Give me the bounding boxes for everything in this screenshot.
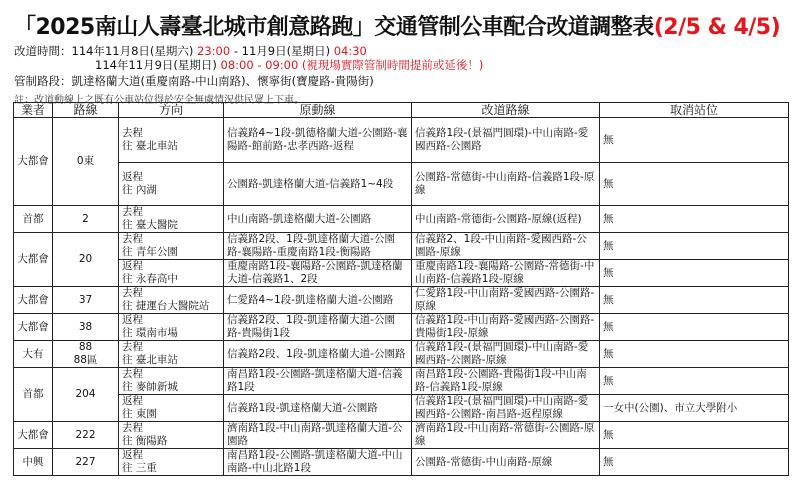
operator-cell: 大都會 [14,422,53,449]
operator-cell: 大都會 [14,233,53,287]
original-route-cell: 信義路2段、1段-凱達格蘭大道-公園路-貴陽街1段 [224,314,412,341]
cancelled-stops-cell: 無 [600,118,789,163]
table-row [14,260,789,287]
table-row [14,314,789,341]
direction-cell: 去程 往 麥帥新城 [119,368,224,395]
detour-route-cell: 重慶南路1段-襄陽路-公園路-常德街-中山南路-信義路1段-原線 [412,260,600,287]
original-route-cell: 南昌路1段-公園路-凱達格蘭大道-信義路1段 [224,368,412,395]
operator-cell: 大都會 [14,287,53,314]
detour-table [13,102,789,476]
original-route-cell: 信義路4~1段-凱德格蘭大道-公園路-襄陽路-館前路-忠孝西路-返程 [224,118,412,163]
route-cell: 20 [53,233,119,287]
direction-cell: 去程 往 臺北車站 [119,341,224,368]
operator-cell: 首都 [14,368,53,422]
schedule-time: 08:00 - 09:00 [220,58,299,72]
cancelled-stops-cell: 無 [600,163,789,206]
original-route-cell: 仁愛路4~1段-凱達格蘭大道-公園路 [224,287,412,314]
page-title [14,10,780,41]
cancelled-stops-cell: 無 [600,422,789,449]
route-cell: 2 [53,206,119,233]
original-route-cell: 濟南路1段-中山南路-凱達格蘭大道-公園路 [224,422,412,449]
control-text: 凱達格蘭大道(重慶南路-中山南路)、懷寧街(寶慶路-貴陽街) [71,74,374,88]
schedule-label: 改道時間： [14,44,72,58]
table-row [14,206,789,233]
schedule-date: - 11月9日(星期日) [230,44,334,58]
original-route-cell: 信義路1段-凱達格蘭大道-公園路 [224,395,412,422]
operator-cell: 大都會 [14,118,53,206]
table-row [14,368,789,395]
route-cell: 0東 [53,118,119,206]
column-header-original-route: 原動線 [224,103,412,118]
original-route-cell: 信義路2段、1段-凱達格蘭大道-公園路-襄陽路-重慶南路1段-衡陽路 [224,233,412,260]
detour-route-cell: 濟南路1段-中山南路-常德街-公園路-原線 [412,422,600,449]
cancelled-stops-cell: 無 [600,314,789,341]
original-route-cell: 公園路-凱達格蘭大道-信義路1~4段 [224,163,412,206]
route-cell: 204 [53,368,119,422]
detour-route-cell: 南昌路1段-公園路-貴陽街1段-中山南路-信義路1段-原線 [412,368,600,395]
cancelled-stops-cell: 無 [600,449,789,476]
schedule-line-2 [95,57,483,73]
direction-cell: 去程 往 捷運台大醫院站 [119,287,224,314]
detour-route-cell: 公園路-常德街-中山南路-原線 [412,449,600,476]
column-header-route: 路線 [53,103,119,118]
title-suffix: (2/5 & 4/5) [653,15,781,40]
column-header-direction: 方向 [119,103,224,118]
original-route-cell: 中山南路-凱達格蘭大道-公園路 [224,206,412,233]
column-header-cancelled-stops: 取消站位 [600,103,789,118]
operator-cell: 大都會 [14,314,53,341]
original-route-cell: 重慶南路1段-襄陽路-公園路-凱達格蘭大道-信義路1、2段 [224,260,412,287]
direction-cell: 去程 往 衡陽路 [119,422,224,449]
route-cell: 88 88區 [53,341,119,368]
operator-cell: 首都 [14,206,53,233]
direction-cell: 去程 往 臺北車站 [119,118,224,163]
detour-route-cell: 信義路2、1段-中山南路-愛國西路-公園路-原線 [412,233,600,260]
schedule-date: 114年11月8日(星期六) [71,44,198,58]
direction-cell: 返程 往 環南市場 [119,314,224,341]
original-route-cell: 南昌路1段-公園路-凱達格蘭大道-中山南路-中山北路1段 [224,449,412,476]
direction-cell: 返程 往 內湖 [119,163,224,206]
schedule-time: 04:30 [333,44,367,58]
table-row [14,449,789,476]
detour-route-cell: 信義路1段-(景福門圓環)-中山南路-愛國西路-公園路-南昌路-返程原線 [412,395,600,422]
schedule-note: (視現場實際管制時間提前或延後！) [298,58,484,72]
cancelled-stops-cell: 無 [600,341,789,368]
column-header-operator: 業者 [14,103,53,118]
table-row [14,233,789,260]
table-header-row [14,103,789,118]
detour-route-cell: 信義路1段-(景福門圓環)-中山南路-愛國西路-公園路 [412,118,600,163]
title-main: 「2025南山人壽臺北城市創意路跑」交通管制公車配合改道調整表 [14,15,654,40]
table-row [14,341,789,368]
cancelled-stops-cell: 無 [600,368,789,395]
control-label: 管制路段： [14,74,72,88]
original-route-cell: 信義路2段、1段-凱達格蘭大道-公園路 [224,341,412,368]
direction-cell: 返程 往 永春高中 [119,260,224,287]
schedule-date: 114年11月9日(星期日) [95,58,221,72]
footnote: 註：改道動線上之既有公車站位得於安全無虞情況供民眾上下車。 [14,95,304,106]
direction-cell: 返程 往 三重 [119,449,224,476]
route-cell: 227 [53,449,119,476]
cancelled-stops-cell: 一女中(公園)、市立大學附小 [600,395,789,422]
detour-route-cell: 信義路1段-(景福門圓環)-中山南路-愛國西路-公園路-原線 [412,341,600,368]
column-header-detour-route: 改道路線 [412,103,600,118]
detour-route-cell: 仁愛路1段-中山南路-愛國西路-公園路-原線 [412,287,600,314]
table-row [14,163,789,206]
table-row [14,395,789,422]
route-cell: 38 [53,314,119,341]
cancelled-stops-cell: 無 [600,287,789,314]
detour-route-cell: 信義路1段-中山南路-愛國西路-公園路-貴陽街1段-原線 [412,314,600,341]
schedule-time: 23:00 [197,44,231,58]
cancelled-stops-cell: 無 [600,260,789,287]
cancelled-stops-cell: 無 [600,206,789,233]
route-cell: 222 [53,422,119,449]
direction-cell: 去程 往 青年公園 [119,233,224,260]
control-section [14,73,374,89]
direction-cell: 返程 往 東園 [119,395,224,422]
operator-cell: 中興 [14,449,53,476]
route-cell: 37 [53,287,119,314]
cancelled-stops-cell: 無 [600,233,789,260]
operator-cell: 大有 [14,341,53,368]
table-row [14,118,789,163]
detour-route-cell: 公園路-常德街-中山南路-信義路1段-原線 [412,163,600,206]
table-row [14,287,789,314]
table-row [14,422,789,449]
direction-cell: 去程 往 臺大醫院 [119,206,224,233]
detour-route-cell: 中山南路-常德街-公園路-原線(返程) [412,206,600,233]
